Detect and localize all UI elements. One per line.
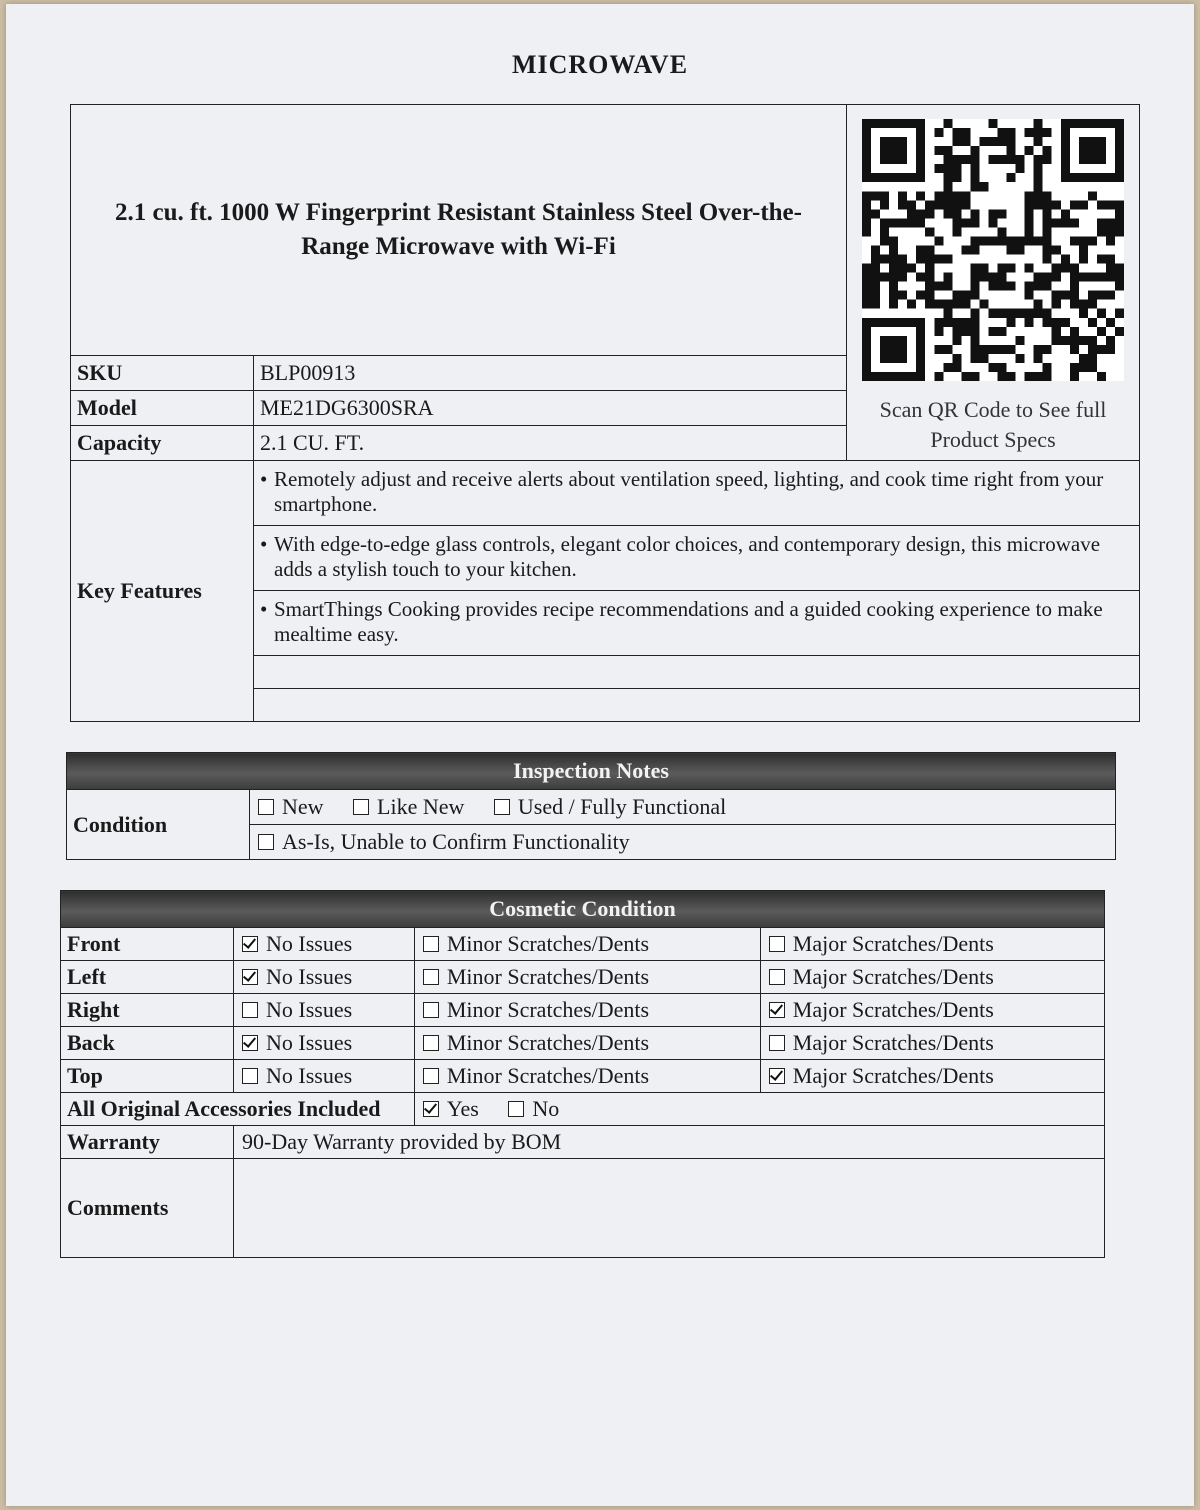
cosmetic-option[interactable] (760, 1060, 1104, 1093)
checkbox-icon[interactable] (242, 1068, 258, 1084)
feature-item (254, 461, 1140, 526)
cosmetic-option[interactable] (234, 928, 415, 961)
cosmetic-row (61, 1060, 1105, 1093)
condition-options-row (250, 790, 1116, 825)
accessories-yes-option[interactable] (423, 1096, 479, 1121)
option-label: No Issues (266, 1030, 353, 1055)
capacity-value: 2.1 CU. FT. (254, 426, 847, 461)
checkbox-icon[interactable] (423, 1002, 439, 1018)
key-features-label: Key Features (71, 461, 254, 722)
model-label: Model (71, 391, 254, 426)
option-label: Minor Scratches/Dents (446, 964, 650, 989)
checkbox-icon[interactable] (258, 799, 274, 815)
cosmetic-option[interactable] (414, 1027, 760, 1060)
feature-text: SmartThings Cooking provides recipe recommendations and a guided cooking experience to make mealtime easy. (274, 597, 1103, 646)
checkbox-icon[interactable] (242, 936, 258, 952)
cosmetic-row (61, 928, 1105, 961)
cosmetic-option[interactable] (760, 994, 1104, 1027)
cosmetic-row (61, 1027, 1105, 1060)
checkbox-icon[interactable] (423, 1068, 439, 1084)
inspection-table (66, 752, 1116, 860)
condition-option-like-new[interactable] (353, 794, 464, 819)
sku-label: SKU (71, 356, 254, 391)
option-label: Minor Scratches/Dents (446, 1063, 650, 1088)
comments-label: Comments (61, 1159, 234, 1258)
warranty-label: Warranty (61, 1126, 234, 1159)
condition-option-new[interactable] (258, 794, 324, 819)
checkbox-icon[interactable] (423, 1101, 439, 1117)
accessories-label: All Original Accessories Included (61, 1093, 415, 1126)
option-label: Major Scratches/Dents (792, 1030, 994, 1055)
capacity-label: Capacity (71, 426, 254, 461)
option-label: No (532, 1096, 560, 1121)
cosmetic-option[interactable] (414, 1060, 760, 1093)
checkbox-icon[interactable] (769, 1068, 785, 1084)
option-label: Minor Scratches/Dents (446, 931, 650, 956)
cosmetic-option[interactable] (760, 961, 1104, 994)
cosmetic-option[interactable] (234, 961, 415, 994)
option-label: Yes (446, 1096, 479, 1121)
option-label: No Issues (266, 997, 353, 1022)
condition-option-as-is[interactable] (258, 829, 630, 854)
document-title: MICROWAVE (511, 50, 689, 79)
cosmetic-option[interactable] (760, 1027, 1104, 1060)
cosmetic-row-label: Front (61, 928, 234, 961)
option-label: Minor Scratches/Dents (446, 997, 650, 1022)
checkbox-icon[interactable] (423, 936, 439, 952)
cosmetic-row-label: Top (61, 1060, 234, 1093)
comments-field[interactable] (234, 1159, 1105, 1258)
checkbox-icon[interactable] (353, 799, 369, 815)
checkbox-icon[interactable] (258, 834, 274, 850)
feature-item (254, 591, 1140, 656)
cosmetic-row (61, 961, 1105, 994)
option-label: Major Scratches/Dents (792, 964, 994, 989)
condition-option-used[interactable] (494, 794, 726, 819)
feature-text: With edge-to-edge glass controls, elegant color choices, and contemporary design, this microwave adds a stylish touch to your kitchen. (274, 532, 1101, 581)
qr-code-icon[interactable] (862, 119, 1124, 381)
checkbox-icon[interactable] (242, 1035, 258, 1051)
warranty-value: 90-Day Warranty provided by BOM (234, 1126, 1105, 1159)
bullet-icon: • (260, 532, 268, 556)
cosmetic-option[interactable] (414, 961, 760, 994)
empty-feature-row (254, 656, 1140, 689)
bullet-icon: • (260, 597, 268, 621)
checkbox-icon[interactable] (769, 1035, 785, 1051)
option-label: New (282, 794, 324, 819)
cosmetic-header: Cosmetic Condition (61, 891, 1105, 928)
option-label: No Issues (266, 931, 353, 956)
cosmetic-row-label: Left (61, 961, 234, 994)
qr-cell (847, 105, 1140, 461)
condition-label: Condition (67, 790, 250, 860)
option-label: No Issues (266, 1063, 353, 1088)
qr-caption: Scan QR Code to See full Product Specs (879, 397, 1107, 452)
feature-item (254, 526, 1140, 591)
model-value: ME21DG6300SRA (254, 391, 847, 426)
product-table (70, 104, 1140, 722)
cosmetic-row-label: Back (61, 1027, 234, 1060)
option-label: Major Scratches/Dents (792, 1063, 994, 1088)
checkbox-icon[interactable] (769, 936, 785, 952)
cosmetic-row-label: Right (61, 994, 234, 1027)
accessories-no-option[interactable] (508, 1096, 559, 1121)
checkbox-icon[interactable] (769, 1002, 785, 1018)
checkbox-icon[interactable] (508, 1101, 524, 1117)
condition-options-row (250, 825, 1116, 860)
inspection-header: Inspection Notes (67, 753, 1116, 790)
option-label: No Issues (266, 964, 353, 989)
option-label: Used / Fully Functional (517, 794, 727, 819)
cosmetic-option[interactable] (234, 994, 415, 1027)
checkbox-icon[interactable] (769, 969, 785, 985)
sku-value: BLP00913 (254, 356, 847, 391)
option-label: Major Scratches/Dents (792, 931, 994, 956)
cosmetic-row (61, 994, 1105, 1027)
cosmetic-option[interactable] (414, 994, 760, 1027)
cosmetic-table (60, 890, 1105, 1258)
option-label: Like New (377, 794, 465, 819)
option-label: As-Is, Unable to Confirm Functionality (282, 829, 630, 854)
cosmetic-option[interactable] (760, 928, 1104, 961)
checkbox-icon[interactable] (242, 1002, 258, 1018)
cosmetic-option[interactable] (234, 1027, 415, 1060)
empty-feature-row (254, 689, 1140, 722)
cosmetic-option[interactable] (414, 928, 760, 961)
feature-text: Remotely adjust and receive alerts about ventilation speed, lighting, and cook time right from your smartphone. (274, 467, 1104, 516)
product-title: 2.1 cu. ft. 1000 W Fingerprint Resistant Stainless Steel Over-the-Range Microwave with Wi-Fi (71, 105, 847, 356)
checkbox-icon[interactable] (494, 799, 510, 815)
option-label: Major Scratches/Dents (792, 997, 994, 1022)
checkbox-icon[interactable] (242, 969, 258, 985)
bullet-icon: • (260, 467, 268, 491)
checkbox-icon[interactable] (423, 1035, 439, 1051)
option-label: Minor Scratches/Dents (446, 1030, 650, 1055)
cosmetic-option[interactable] (234, 1060, 415, 1093)
checkbox-icon[interactable] (423, 969, 439, 985)
accessories-options (414, 1093, 1104, 1126)
